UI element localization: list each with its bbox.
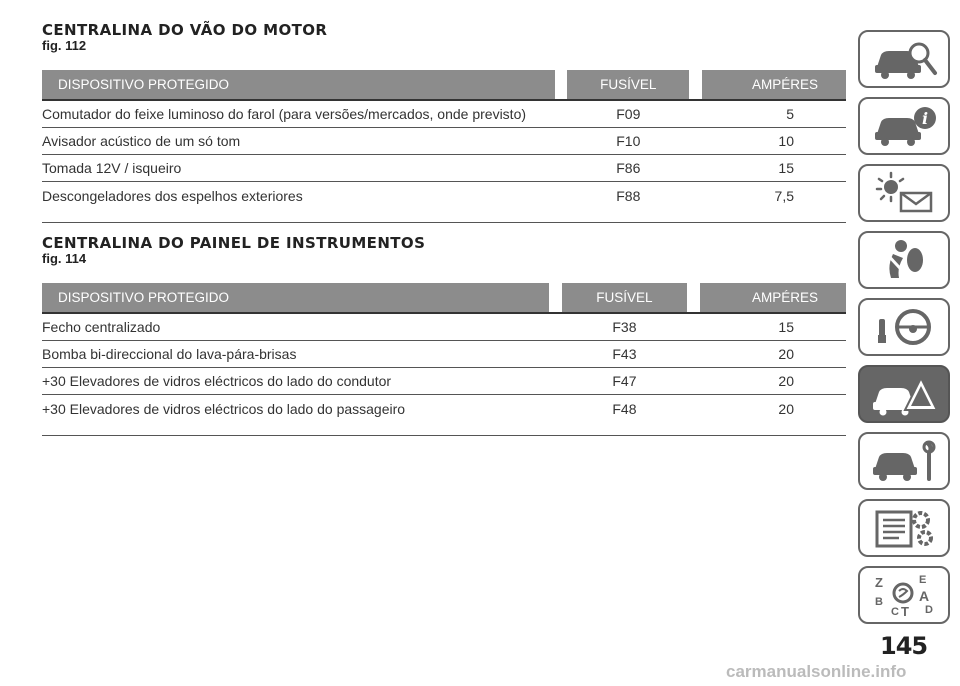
- header-fuse: FUSÍVEL: [567, 70, 689, 101]
- alphabetical-index-icon: [869, 573, 939, 617]
- table-row: [42, 101, 846, 128]
- watermark: carmanualsonline.info: [726, 662, 907, 681]
- index-letter: D: [925, 604, 933, 616]
- cell-gap: [687, 368, 700, 395]
- table-row: [42, 395, 846, 436]
- chapter-sidebar: [858, 30, 950, 633]
- cell-device: Comutador do feixe luminoso do farol (para versões/mercados, onde previsto): [42, 101, 555, 128]
- car-info-icon: [869, 104, 939, 148]
- header-device: DISPOSITIVO PROTEGIDO: [42, 283, 549, 314]
- cell-fuse: F48: [562, 395, 687, 436]
- header-fuse: FUSÍVEL: [562, 283, 687, 314]
- header-gap: [555, 70, 568, 101]
- table-row: [42, 341, 846, 368]
- section-title: CENTRALINA DO PAINEL DE INSTRUMENTOS: [42, 234, 426, 252]
- cell-amps: 20: [700, 341, 846, 368]
- header-amps: AMPÉRES: [702, 70, 846, 101]
- tab-technical-data[interactable]: [858, 499, 950, 557]
- cell-amps: 20: [700, 395, 846, 436]
- cell-gap: [549, 314, 562, 341]
- section-title: CENTRALINA DO VÃO DO MOTOR: [42, 21, 328, 39]
- tab-safety[interactable]: [858, 231, 950, 289]
- cell-gap: [687, 341, 700, 368]
- cell-gap: [549, 341, 562, 368]
- cell-amps: 5: [702, 101, 846, 128]
- instrument-panel-fuse-section: [42, 235, 846, 436]
- index-letter: T: [901, 604, 909, 617]
- table-row: [42, 368, 846, 395]
- cell-gap: [687, 314, 700, 341]
- cell-fuse: F38: [562, 314, 687, 341]
- index-letter: E: [919, 574, 927, 586]
- index-letter: C: [891, 606, 899, 617]
- cell-device: Bomba bi-direccional do lava-pára-brisas: [42, 341, 549, 368]
- tab-warnings[interactable]: [858, 164, 950, 222]
- cell-gap: [687, 395, 700, 436]
- engine-bay-fuse-section: [42, 22, 846, 223]
- cell-fuse: F43: [562, 341, 687, 368]
- table-row: [42, 314, 846, 341]
- car-search-icon: [869, 37, 939, 81]
- cell-device: Tomada 12V / isqueiro: [42, 155, 555, 182]
- technical-data-icon: [869, 506, 939, 550]
- table-row: [42, 182, 846, 223]
- cell-device: +30 Elevadores de vidros eléctricos do lado do condutor: [42, 368, 549, 395]
- cell-gap: [555, 182, 568, 223]
- cell-gap: [689, 128, 702, 155]
- cell-fuse: F47: [562, 368, 687, 395]
- cell-fuse: F86: [567, 155, 689, 182]
- table-header-row: [42, 70, 846, 101]
- header-device: DISPOSITIVO PROTEGIDO: [42, 70, 555, 101]
- warning-lights-message-icon: [869, 171, 939, 215]
- cell-device: Avisador acústico de um só tom: [42, 128, 555, 155]
- table-header-row: [42, 283, 846, 314]
- cell-amps: 20: [700, 368, 846, 395]
- cell-device: Descongeladores dos espelhos exteriores: [42, 182, 555, 223]
- fuse-table: [42, 283, 846, 436]
- cell-device: +30 Elevadores de vidros eléctricos do lado do passageiro: [42, 395, 549, 436]
- cell-gap: [549, 368, 562, 395]
- cell-amps: 7,5: [702, 182, 846, 223]
- cell-amps: 15: [702, 155, 846, 182]
- cell-gap: [555, 128, 568, 155]
- svg-text:i: i: [921, 109, 929, 128]
- table-row: [42, 128, 846, 155]
- tab-emergency[interactable]: [858, 365, 950, 423]
- cell-device: Fecho centralizado: [42, 314, 549, 341]
- header-gap: [687, 283, 700, 314]
- tab-index[interactable]: [858, 566, 950, 624]
- figure-reference: fig. 112: [42, 38, 87, 53]
- steering-wheel-key-icon: [869, 305, 939, 349]
- fuse-table: [42, 70, 846, 223]
- header-gap: [549, 283, 562, 314]
- cell-fuse: F09: [567, 101, 689, 128]
- tab-knowing-car[interactable]: [858, 30, 950, 88]
- index-letter: Z: [875, 575, 883, 590]
- tab-starting-driving[interactable]: [858, 298, 950, 356]
- table-row: [42, 155, 846, 182]
- car-maintenance-icon: [869, 439, 939, 483]
- cell-gap: [549, 395, 562, 436]
- tab-maintenance[interactable]: [858, 432, 950, 490]
- cell-amps: 10: [702, 128, 846, 155]
- page-number: 145: [880, 632, 928, 660]
- tab-instruments[interactable]: [858, 97, 950, 155]
- cell-gap: [689, 155, 702, 182]
- cell-fuse: F88: [567, 182, 689, 223]
- cell-gap: [689, 182, 702, 223]
- car-breakdown-icon: [869, 372, 939, 416]
- passenger-airbag-icon: [869, 238, 939, 282]
- figure-reference: fig. 114: [42, 251, 87, 266]
- cell-gap: [555, 101, 568, 128]
- cell-amps: 15: [700, 314, 846, 341]
- cell-gap: [689, 101, 702, 128]
- index-letter: A: [919, 588, 930, 604]
- cell-fuse: F10: [567, 128, 689, 155]
- index-letter: B: [875, 596, 883, 608]
- cell-gap: [555, 155, 568, 182]
- header-gap: [689, 70, 702, 101]
- header-amps: AMPÉRES: [700, 283, 846, 314]
